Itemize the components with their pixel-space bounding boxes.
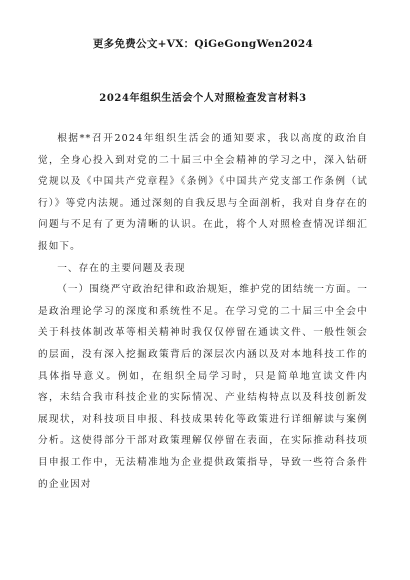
body-paragraph: （一）围绕严守政治纪律和政治规矩，维护党的团结统一方面。一是政治理论学习的深度和系统性不足。在学习党的二十届三中全会中关于科技体制改革等相关精神时我仅仅停留在通读文件、一般性领会的层面，没有深入挖掘政策背后的深层次内涵以及对本地科技工作的具体指导意义。例如，在组织全局学习时，只是简单地宣读文件内容，未结合我市科技企业的实际情况、产业结构特点以及科技创新发展现状，对科技项目申报、科技成果转化等政策进行详细解读与案例分析。这使得部分干部对政策理解仅停留在表面，在实际推动科技项目申报工作中，无法精准地为企业提供政策指导，导致一些符合条件的企业因对 bbox=[38, 284, 368, 490]
document-title: 2024年组织生活会个人对照检查发言材料3 bbox=[99, 93, 307, 104]
intro-paragraph: 根据**召开2024年组织生活会的通知要求，我以高度的政治自觉，全身心投入到对党的二十届三中全会精神的学习之中，深入钻研党规以及《中国共产党章程》《条例》《中国共产党支部工作条例（试行）》等党内法规。通过深刻的自我反思与全面剖析，我对自身存在的问题与不足有了更为清晰的认识。在此，将个人对照检查情况详细汇报如下。 bbox=[38, 133, 368, 252]
section-heading: 一、存在的主要问题及表现 bbox=[57, 262, 186, 274]
promo-banner: 更多免费公文+VX：QiGeGongWen2024 bbox=[92, 38, 314, 50]
